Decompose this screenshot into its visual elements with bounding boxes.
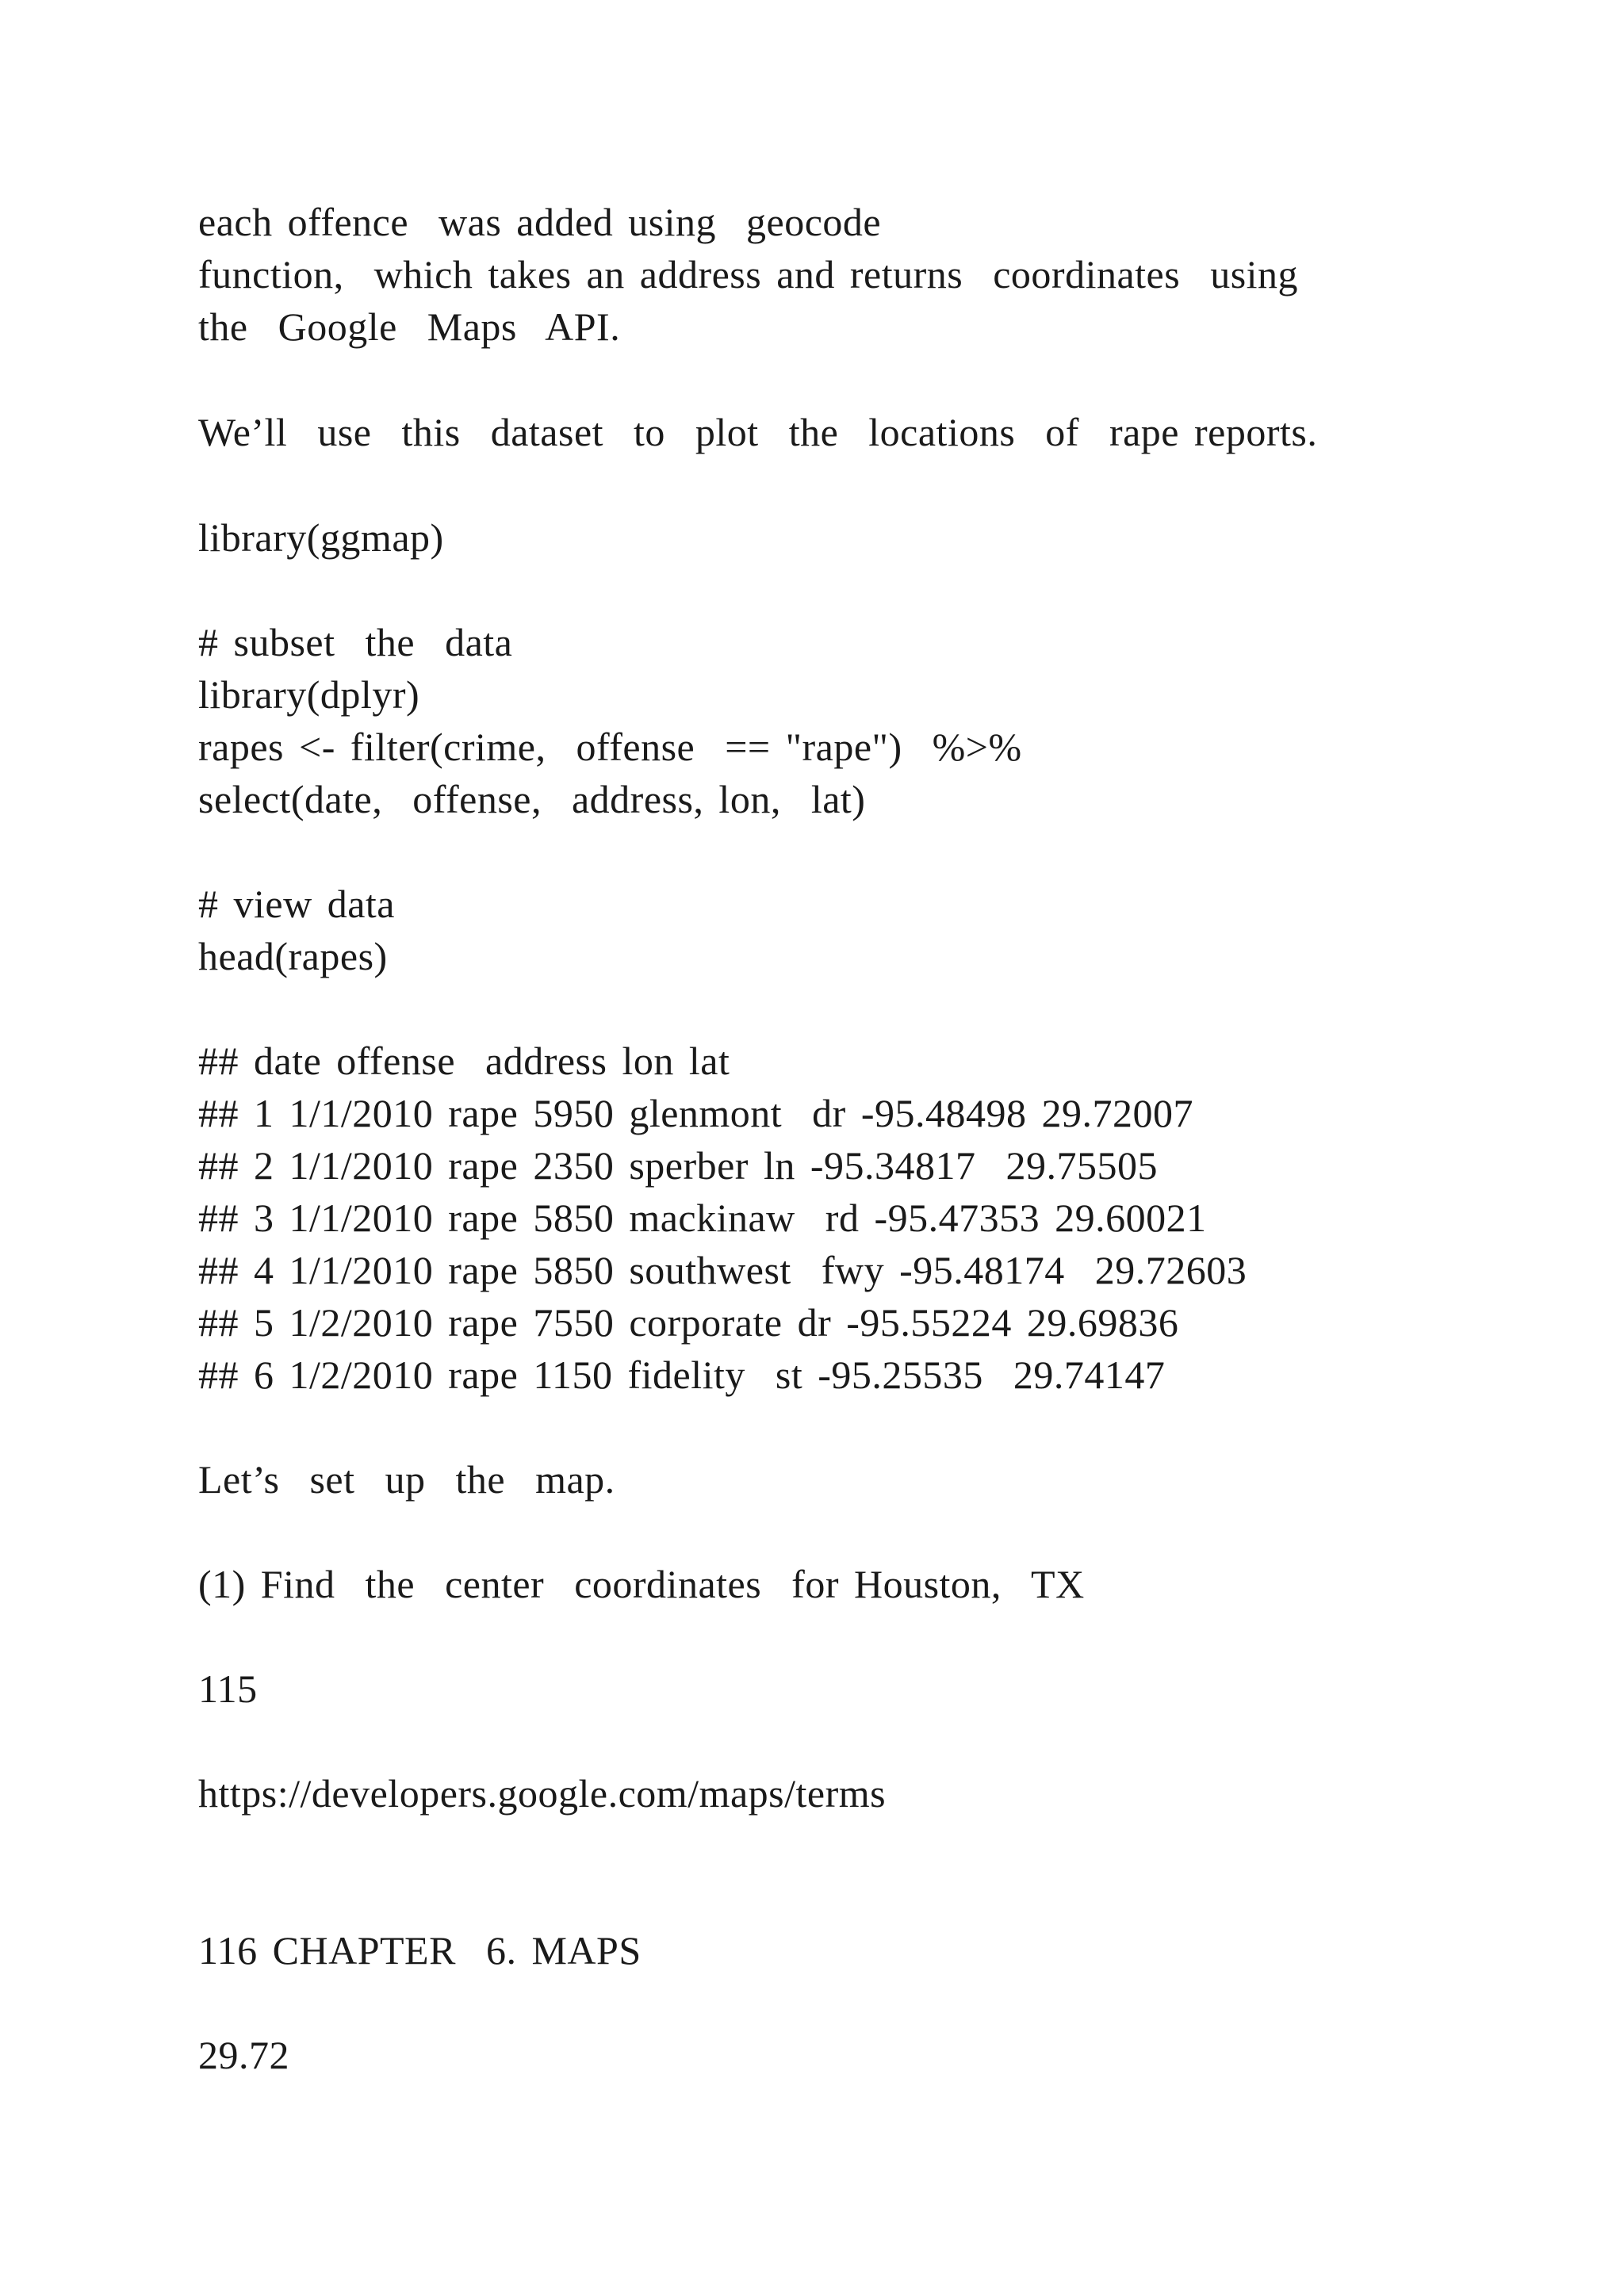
code-comment-subset: # subset the data xyxy=(198,620,513,664)
text-line-dataset-usage: We’ll use this dataset to plot the locations of rape reports. xyxy=(198,410,1318,454)
output-row-1: ## 1 1/1/2010 rape 5950 glenmont dr -95.48498 29.72007 xyxy=(198,1091,1193,1135)
text-line-set-up-map: Let’s set up the map. xyxy=(198,1457,615,1502)
output-row-3: ## 3 1/1/2010 rape 5850 mackinaw rd -95.47353 29.60021 xyxy=(198,1196,1207,1240)
output-row-4: ## 4 1/1/2010 rape 5850 southwest fwy -95.48174 29.72603 xyxy=(198,1248,1247,1292)
footnote-url: https://developers.google.com/maps/terms xyxy=(198,1771,887,1816)
output-header-row: ## date offense address lon lat xyxy=(198,1039,730,1083)
code-line-library-ggmap: library(ggmap) xyxy=(198,515,444,560)
code-line-select: select(date, offense, address, lon, lat) xyxy=(198,777,866,821)
output-row-2: ## 2 1/1/2010 rape 2350 sperber ln -95.34817 29.75505 xyxy=(198,1143,1159,1188)
code-line-library-dplyr: library(dplyr) xyxy=(198,672,420,717)
code-line-filter: rapes <- filter(crime, offense == "rape") %>% xyxy=(198,725,1022,769)
text-line-geocode-function: function, which takes an address and returns coordinates using xyxy=(198,252,1299,297)
text-line-find-center: (1) Find the center coordinates for Houston, TX xyxy=(198,1562,1085,1606)
code-line-head: head(rapes) xyxy=(198,934,388,978)
text-line-geocode-intro: each offence was added using geocode xyxy=(198,200,882,244)
text-line-latitude-value: 29.72 xyxy=(198,2033,289,2077)
output-row-6: ## 6 1/2/2010 rape 1150 fidelity st -95.25535 29.74147 xyxy=(198,1353,1166,1397)
chapter-header: 116 CHAPTER 6. MAPS xyxy=(198,1928,642,1973)
code-comment-view-data: # view data xyxy=(198,882,395,926)
output-row-5: ## 5 1/2/2010 rape 7550 corporate dr -95.55224 29.69836 xyxy=(198,1300,1179,1345)
page-number-115: 115 xyxy=(198,1667,258,1711)
text-line-google-maps-api: the Google Maps API. xyxy=(198,304,621,349)
